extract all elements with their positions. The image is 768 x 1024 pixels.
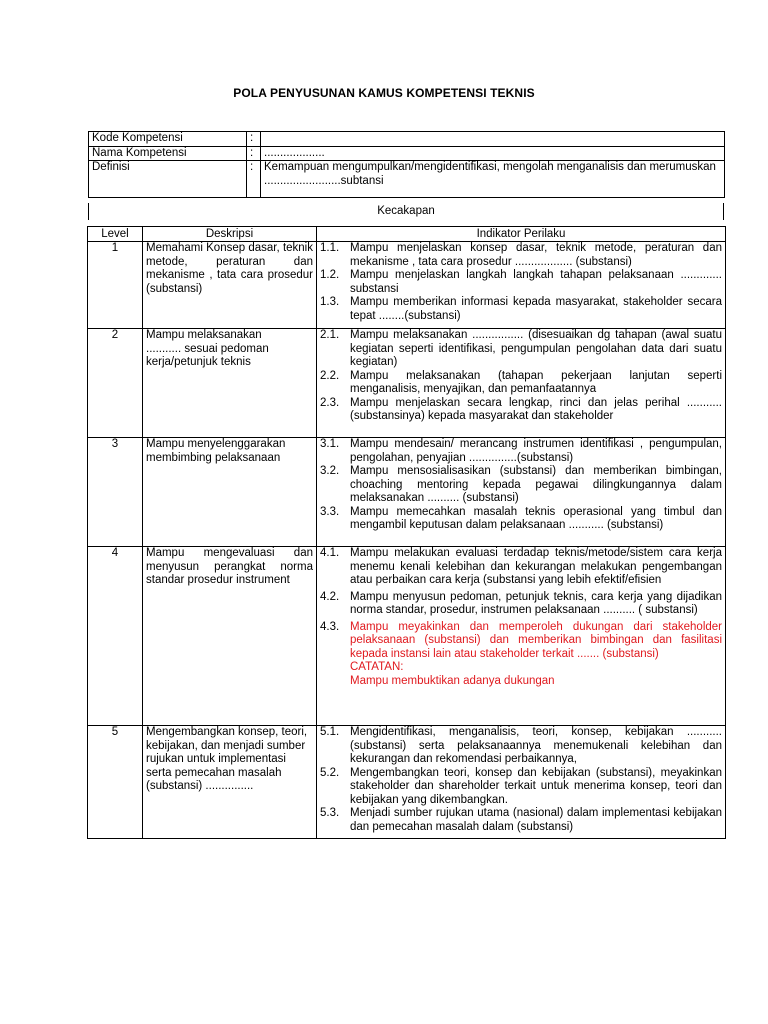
table-row [88,438,726,547]
table-row [88,547,726,726]
deskripsi-cell: Mengembangkan konsep, teori, kebijakan, dan menjadi sumber rujukan untuk implementasi serta pemecahan masalah (substansi) ............... [143,726,317,839]
header-label: Nama Kompetensi [89,146,247,161]
indicator-item: 1.3. Mampu memberikan informasi kepada masyarakat, stakeholder secara tepat ........(substansi) [320,296,722,322]
catatan-text: Mampu membuktikan adanya dukungan [350,674,555,687]
table-header-row [88,227,726,242]
header-value: Kemampuan mengumpulkan/mengidentifikasi, mengolah menganalisis dan merumuskan ........................subtansi [261,161,725,198]
catatan-label: CATATAN: [350,661,404,673]
indicator-item: 1.1. Mampu menjelaskan konsep dasar, teknik metode, peraturan dan mekanisme , tata cara prosedur .................. (substansi) [320,242,722,268]
indicator-item: 4.2. Mampu menyusun pedoman, petunjuk teknis, cara kerja yang dijadikan norma standar, prosedur, instrumen pelaksanaan .......... ( substansi) [320,590,722,616]
indicator-item: 5.2. Mengembangkan teori, konsep dan kebijakan (substansi), meyakinkan stakeholder dan shareholder terkait untuk menerima konsep, teori dan kebijakan yang dikembangkan. [320,766,722,806]
competency-level-table [87,226,726,839]
deskripsi-cell: Mampu mengevaluasi dan menyusun perangkat norma standar prosedur instrument [143,547,317,726]
indikator-cell [317,242,726,329]
header-label: Definisi [89,161,247,198]
indikator-cell [317,438,726,547]
header-label: Kode Kompetensi [89,132,247,147]
indicator-item: 2.2. Mampu melaksanakan (tahapan pekerjaan lanjutan seperti menganalisis, menyajikan, dan pemanfaatannya [320,369,722,395]
level-cell: 2 [88,329,143,438]
deskripsi-cell: Mampu melaksanakan ........... sesuai pedoman kerja/petunjuk teknis [143,329,317,438]
column-header-indikator: Indikator Perilaku [317,227,726,242]
deskripsi-cell: Memahami Konsep dasar, teknik metode, peraturan dan mekanisme , tata cara prosedur (substansi) [143,242,317,329]
header-row-definisi [89,161,725,198]
indicator-item: 2.3. Mampu menjelaskan secara lengkap, rinci dan jelas perihal ...........(substansinya) kepada masyarakat dan stakeholder [320,396,722,422]
indicator-item: 3.3. Mampu memecahkan masalah teknis operasional yang timbul dan mengambil keputusan dalam pelaksanaan ........... (substansi) [320,505,722,531]
level-cell: 1 [88,242,143,329]
header-separator: : [247,161,261,198]
indicator-item: 1.2. Mampu menjelaskan langkah langkah tahapan pelaksanaan ............. substansi [320,269,722,295]
header-value: ................... [261,146,725,161]
header-value [261,132,725,147]
header-row-kode [89,132,725,147]
header-row-nama [89,146,725,161]
indikator-cell [317,726,726,839]
level-cell: 3 [88,438,143,547]
indicator-item: 4.1. Mampu melakukan evaluasi terdadap teknis/metode/sistem cara kerja menemu kenali kelebihan dan kekurangan melakukan pengembangan atau perbaikan cara kerja (substansi yang lebih efektif/efisien [320,547,722,586]
indikator-cell [317,329,726,438]
table-row [88,242,726,329]
indikator-cell [317,547,726,726]
competency-header-table [88,131,725,198]
header-separator: : [247,132,261,147]
indicator-item: 5.3. Menjadi sumber rujukan utama (nasional) dalam implementasi kebijakan dan pemecahan masalah dalam (substansi) [320,807,722,833]
deskripsi-cell: Mampu menyelenggarakan membimbing pelaksanaan [143,438,317,547]
level-cell: 4 [88,547,143,726]
kecakapan-heading: Kecakapan [88,203,724,220]
indicator-item: 3.1. Mampu mendesain/ merancang instrumen identifikasi , pengumpulan, pengolahan, penyajian ...............(substansi) [320,438,722,464]
table-row [88,329,726,438]
page-title: POLA PENYUSUNAN KAMUS KOMPETENSI TEKNIS [233,86,535,100]
level-cell: 5 [88,726,143,839]
indicator-item-highlighted: 4.3. Mampu meyakinkan dan memperoleh dukungan dari stakeholder pelaksanaan (substansi) dan memberikan bimbingan dan fasilitasi kepada instansi lain atau stakeholder terkait ....... (substansi) CATATAN: Mampu membuktikan adanya dukungan [320,620,722,687]
column-header-level: Level [88,227,143,242]
indicator-item: 2.1. Mampu melaksanakan ................ (disesuaikan dg tahapan (awal suatu kegiatan seperti identifikasi, pengumpulan pengolahan data dari suatu kegiatan) [320,329,722,368]
indicator-item: 5.1. Mengidentifikasi, menganalisis, teori, konsep, kebijakan ........... (substansi) serta pelaksanaannya menemukenali kelebihan dan kekurangan dan rekomendasi perbaikannya, [320,726,722,765]
table-row [88,726,726,839]
highlighted-indicator-text: Mampu meyakinkan dan memperoleh dukungan dari stakeholder pelaksanaan (substansi) dan memberikan bimbingan dan fasilitasi kepada instansi lain atau stakeholder terkait ....... (substansi) [350,620,722,660]
indicator-item: 3.2. Mampu mensosialisasikan (substansi) dan memberikan bimbingan, choaching mentoring kepada pegawai dilingkungannya dalam melaksanakan .......... (substansi) [320,465,722,504]
header-separator: : [247,146,261,161]
column-header-deskripsi: Deskripsi [143,227,317,242]
